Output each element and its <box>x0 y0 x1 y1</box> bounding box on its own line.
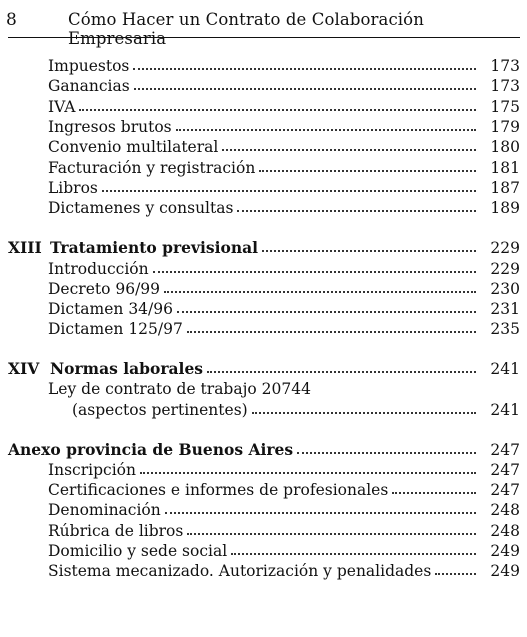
dot-leader <box>392 492 476 494</box>
dot-leader <box>231 553 476 555</box>
toc-entry-label: Libros <box>48 179 98 197</box>
toc-entry-page: 173 <box>490 77 520 95</box>
toc-entry[interactable] <box>0 195 520 217</box>
toc-entry[interactable] <box>0 558 520 580</box>
toc-entry-page: 230 <box>490 280 520 298</box>
dot-leader <box>153 271 476 273</box>
toc-entry[interactable] <box>0 538 520 560</box>
dot-leader <box>187 331 476 333</box>
dot-leader <box>259 170 476 172</box>
toc-entry[interactable] <box>0 497 520 519</box>
toc-entry-page: 241 <box>490 360 520 378</box>
toc-entry-label: Rúbrica de libros <box>48 522 184 540</box>
toc-entry-page: 248 <box>490 501 520 519</box>
dot-leader <box>165 512 476 514</box>
chapter-number: XIII <box>8 238 42 257</box>
annex-title: Anexo provincia de Buenos Aires <box>8 440 294 459</box>
dot-leader <box>262 250 476 252</box>
toc-entry-label: Facturación y registración <box>48 159 256 177</box>
toc-entry-page: 181 <box>490 159 520 177</box>
dot-leader <box>133 68 476 70</box>
chapter-number: XIV <box>8 359 40 378</box>
toc-entry[interactable] <box>0 94 520 116</box>
toc-entry-label: Ley de contrato de trabajo 20744 <box>48 380 311 398</box>
chapter-title: Normas laborales <box>50 359 204 378</box>
dot-leader <box>134 88 476 90</box>
toc-entry-page: 249 <box>490 562 520 580</box>
dot-leader <box>187 533 476 535</box>
toc-entry[interactable] <box>0 296 520 318</box>
toc-entry-label: Denominación <box>48 501 161 519</box>
toc-entry-label: Domicilio y sede social <box>48 542 228 560</box>
toc-entry[interactable] <box>0 457 520 479</box>
dot-leader <box>177 311 476 313</box>
dot-leader <box>140 472 476 474</box>
toc-entry-page: 180 <box>490 138 520 156</box>
toc-entry[interactable] <box>0 73 520 95</box>
toc-entry-page: 173 <box>490 57 520 75</box>
toc-entry-label: Inscripción <box>48 461 136 479</box>
toc-entry-page: 179 <box>490 118 520 136</box>
toc-entry-label: Convenio multilateral <box>48 138 219 156</box>
toc-entry-label: Ingresos brutos <box>48 118 172 136</box>
toc-entry[interactable] <box>0 134 520 156</box>
toc-entry-label: Impuestos <box>48 57 130 75</box>
toc-entry-page: 231 <box>490 300 520 318</box>
dot-leader <box>222 149 476 151</box>
dot-leader <box>297 452 476 454</box>
toc-entry-page: 187 <box>490 179 520 197</box>
toc-chapter-heading[interactable] <box>0 235 520 257</box>
toc-entry-page: 229 <box>490 260 520 278</box>
dot-leader <box>79 109 476 111</box>
dot-leader <box>237 210 476 212</box>
toc-entry[interactable] <box>0 256 520 278</box>
dot-leader <box>102 190 476 192</box>
toc-entry-first-line <box>0 376 520 398</box>
toc-entry-page: 248 <box>490 522 520 540</box>
toc-entry-label: Ganancias <box>48 77 130 95</box>
toc-entry-page: 189 <box>490 199 520 217</box>
toc-entry-label: (aspectos pertinentes) <box>72 401 248 419</box>
header-rule <box>8 37 520 38</box>
toc-entry[interactable] <box>0 276 520 298</box>
page-number: 8 <box>6 10 17 30</box>
toc-entry-page: 247 <box>490 481 520 499</box>
toc-entry[interactable] <box>0 114 520 136</box>
toc-entry-label: Introducción <box>48 260 149 278</box>
toc-chapter-heading[interactable] <box>0 356 520 378</box>
toc-entry-label: IVA <box>48 98 76 116</box>
toc-entry-label: Certificaciones e informes de profesionales <box>48 481 389 499</box>
toc-entry[interactable] <box>0 316 520 338</box>
toc-entry[interactable] <box>0 397 520 419</box>
dot-leader <box>207 371 476 373</box>
toc-entry-page: 249 <box>490 542 520 560</box>
toc-entry[interactable] <box>0 175 520 197</box>
toc-entry-page: 241 <box>490 401 520 419</box>
toc-entry-page: 247 <box>490 461 520 479</box>
toc-entry[interactable] <box>0 477 520 499</box>
toc-entry[interactable] <box>0 53 520 75</box>
running-title: Cómo Hacer un Contrato de Colaboración Empresaria <box>68 10 424 48</box>
toc-entry-label: Dictamen 125/97 <box>48 320 183 338</box>
toc-entry-label: Dictamenes y consultas <box>48 199 234 217</box>
toc-entry-page: 229 <box>490 239 520 257</box>
toc-entry-label: Decreto 96/99 <box>48 280 161 298</box>
chapter-title: Tratamiento previsional <box>50 238 259 257</box>
dot-leader <box>252 412 476 414</box>
toc-entry-label: Sistema mecanizado. Autorización y penalidades <box>48 562 432 580</box>
toc-entry-page: 175 <box>490 98 520 116</box>
toc-entry-label: Dictamen 34/96 <box>48 300 173 318</box>
toc-annex-heading[interactable] <box>0 437 520 459</box>
toc-entry[interactable] <box>0 518 520 540</box>
toc-entry[interactable] <box>0 155 520 177</box>
dot-leader <box>176 129 476 131</box>
toc-entry-page: 247 <box>490 441 520 459</box>
dot-leader <box>164 291 476 293</box>
dot-leader <box>435 573 476 575</box>
toc-entry-page: 235 <box>490 320 520 338</box>
